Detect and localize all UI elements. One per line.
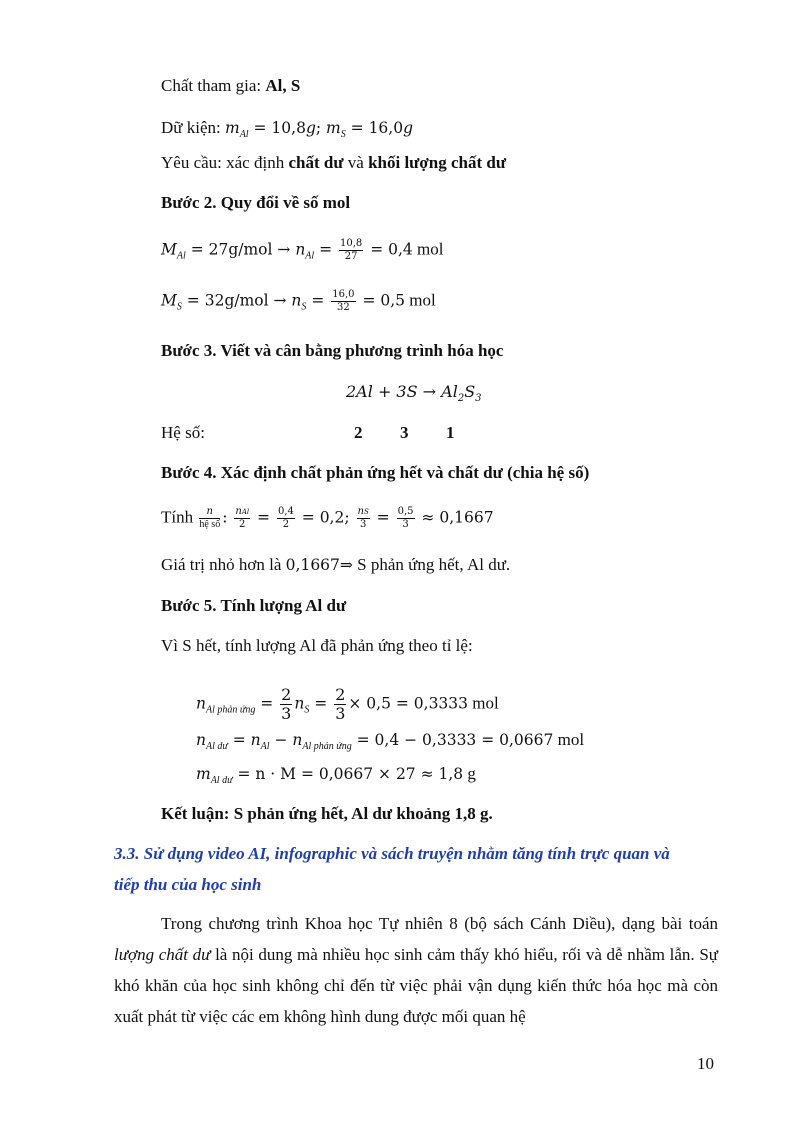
mol-subscript: S [304, 704, 310, 716]
section-heading-line1: 3.3. Sử dụng video AI, infographic và sách truyện nhằm tăng tính trực quan và [114, 844, 670, 863]
calc-result: = 0,4 − 0,3333 = 0,0667 [351, 731, 554, 749]
requirement-text: Yêu cầu: xác định [161, 153, 289, 172]
fraction-denominator: 2 [282, 519, 290, 530]
fraction-denominator: 3 [402, 519, 409, 530]
mass-symbol: m [196, 765, 211, 783]
mol-symbol: n [196, 694, 206, 713]
fraction-numerator: n [235, 506, 242, 517]
equals: = [252, 508, 275, 527]
mol-symbol: n [292, 731, 303, 749]
fraction [357, 506, 370, 531]
molar-symbol: M [161, 291, 177, 310]
requirement-line [161, 153, 506, 173]
fraction-denominator: 32 [337, 302, 350, 313]
mass-subscript: Al dư [210, 775, 233, 786]
fraction [234, 506, 250, 531]
equals: = [255, 694, 279, 713]
requirement-bold: khối lượng chất dư [368, 153, 507, 172]
mass-al-value: = 10,8 [248, 119, 306, 137]
molar-text: = 27g/mol → [185, 240, 296, 259]
excess-al-line [196, 730, 584, 757]
participants-line [161, 76, 300, 96]
mass-subscript: S [340, 129, 346, 140]
fraction [339, 238, 363, 263]
fraction-numerator: 2 [335, 685, 346, 704]
equation-subscript: 2 [457, 393, 465, 404]
equals: = [371, 508, 395, 527]
step2-heading: Bước 2. Quy đổi về số mol [161, 193, 351, 212]
equation-text: S [464, 382, 476, 401]
mol-result: = 0,5 [357, 291, 406, 310]
fraction-denominator: hệ số [199, 519, 221, 530]
mol-symbol: n [291, 291, 302, 310]
separator: : [222, 508, 233, 527]
equals: = [314, 240, 338, 259]
given-label: Dữ kiện: [161, 118, 225, 137]
step5-heading: Bước 5. Tính lượng Al dư [161, 596, 347, 615]
mass-unit: g [463, 764, 476, 783]
fraction-numerator: n [199, 506, 220, 519]
smaller-value: 0,1667⇒ [285, 556, 353, 574]
fraction-numerator: n [357, 506, 364, 517]
equation-subscript: 3 [475, 393, 482, 404]
paragraph-text: là nội dung mà nhiều học sinh cảm thấy khó hiểu, rối và dễ nhầm lẫn. Sự khó khăn của học sinh không chỉ đến từ việc phải vận dụng kiến thức hóa học mà còn xuất phát từ việc các em không hình dung được mối quan hệ [114, 945, 718, 1026]
mol-symbol: n [196, 731, 206, 749]
step4-heading: Bước 4. Xác định chất phản ứng hết và chất dư (chia hệ số) [161, 463, 590, 482]
mol-unit: mol [553, 730, 585, 749]
mol-subscript: S [301, 301, 307, 313]
mol-subscript: Al phản ứng [205, 704, 256, 716]
mol-result: = 0,4 [365, 240, 413, 259]
fraction-numerator: 10,8 [340, 238, 363, 249]
mass-symbol: m [224, 119, 240, 137]
paragraph-text: Trong chương trình Khoa học Tự nhiên 8 (bộ sách Cánh Diều), dạng bài toán [161, 914, 718, 933]
mol-unit: mol [412, 239, 444, 259]
fraction-numerator: 0,5 [397, 506, 414, 517]
fraction [277, 506, 295, 531]
equation-text: 2Al + 3S → Al [346, 382, 458, 401]
smaller-value-line [161, 555, 510, 575]
mol-symbol: n [294, 694, 305, 713]
smaller-text: Giá trị nhỏ hơn là [161, 555, 286, 574]
fraction-numerator: 16,0 [332, 289, 355, 300]
unit-g: g [403, 119, 414, 137]
calc-result: ≈ 0,1667 [416, 508, 494, 527]
paragraph-italic: lượng chất dư [114, 945, 211, 964]
fraction-denominator: 3 [359, 519, 367, 530]
fraction-subscript: S [363, 508, 369, 516]
ratio-calc-line [161, 506, 494, 531]
coefficient-label: Hệ số: [161, 423, 205, 442]
page-number: 10 [697, 1054, 714, 1073]
equals: = [309, 694, 333, 713]
section-heading-line2: tiếp thu của học sinh [114, 875, 262, 894]
equals: = [306, 291, 330, 310]
mol-subscript: Al [260, 741, 270, 752]
fraction [199, 506, 220, 531]
reaction-equation [346, 382, 482, 409]
molar-symbol: M [161, 240, 177, 259]
mol-subscript: Al phản ứng [302, 741, 352, 752]
fraction [334, 686, 346, 723]
mass-s-value: = 16,0 [345, 119, 404, 137]
coefficient-al2s3: 1 [446, 423, 455, 442]
participants-value: Al, S [265, 76, 301, 95]
fraction-denominator: 27 [344, 251, 358, 262]
molar-s-line [161, 289, 436, 317]
fraction-denominator: 3 [335, 704, 346, 723]
mol-subscript: Al dư [205, 741, 228, 752]
calc-result: × 0,5 = 0,3333 [348, 694, 469, 713]
given-data-line [161, 118, 413, 145]
mol-symbol: n [250, 731, 261, 749]
conclusion-line: Kết luận: S phản ứng hết, Al dư khoảng 1,8 g. [161, 804, 493, 823]
fraction-denominator: 3 [281, 704, 292, 723]
coefficient-al: 2 [354, 423, 363, 442]
requirement-text: và [343, 153, 369, 172]
step3-heading: Bước 3. Viết và cân bằng phương trình hóa học [161, 341, 504, 360]
calc-label: Tính [161, 507, 198, 527]
requirement-bold: chất dư [288, 153, 344, 172]
fraction [280, 686, 292, 723]
unit-g: g [305, 119, 316, 137]
excess-mass-line [196, 764, 476, 791]
fraction-subscript: Al [241, 508, 250, 516]
mass-symbol: m [326, 119, 341, 137]
fraction [397, 506, 415, 531]
equals: = [227, 731, 251, 749]
coefficient-s: 3 [400, 423, 409, 442]
fraction-denominator: 2 [239, 519, 246, 530]
mol-subscript: Al [305, 250, 315, 262]
mass-subscript: Al [239, 129, 249, 140]
minus: − [269, 731, 293, 749]
fraction-numerator: 0,4 [277, 506, 294, 517]
molar-text: = 32g/mol → [181, 291, 292, 310]
fraction [331, 289, 355, 314]
smaller-text: S phản ứng hết, Al dư. [352, 555, 511, 574]
mol-symbol: n [295, 240, 306, 259]
molar-subscript: S [176, 301, 182, 313]
calc-result: = 0,2; [296, 508, 355, 527]
molar-al-line [161, 238, 444, 266]
participants-label: Chất tham gia: [161, 76, 266, 95]
calc-result: = n · M = 0,0667 × 27 ≈ 1,8 [232, 765, 464, 783]
reacted-al-line [196, 686, 499, 723]
body-paragraph [114, 908, 718, 1032]
molar-subscript: Al [176, 250, 186, 262]
since-line: Vì S hết, tính lượng Al đã phản ứng theo tỉ lệ: [161, 636, 473, 655]
mol-unit: mol [468, 693, 499, 713]
separator: ; [315, 119, 327, 137]
fraction-numerator: 2 [281, 685, 292, 704]
mol-unit: mol [405, 290, 436, 310]
